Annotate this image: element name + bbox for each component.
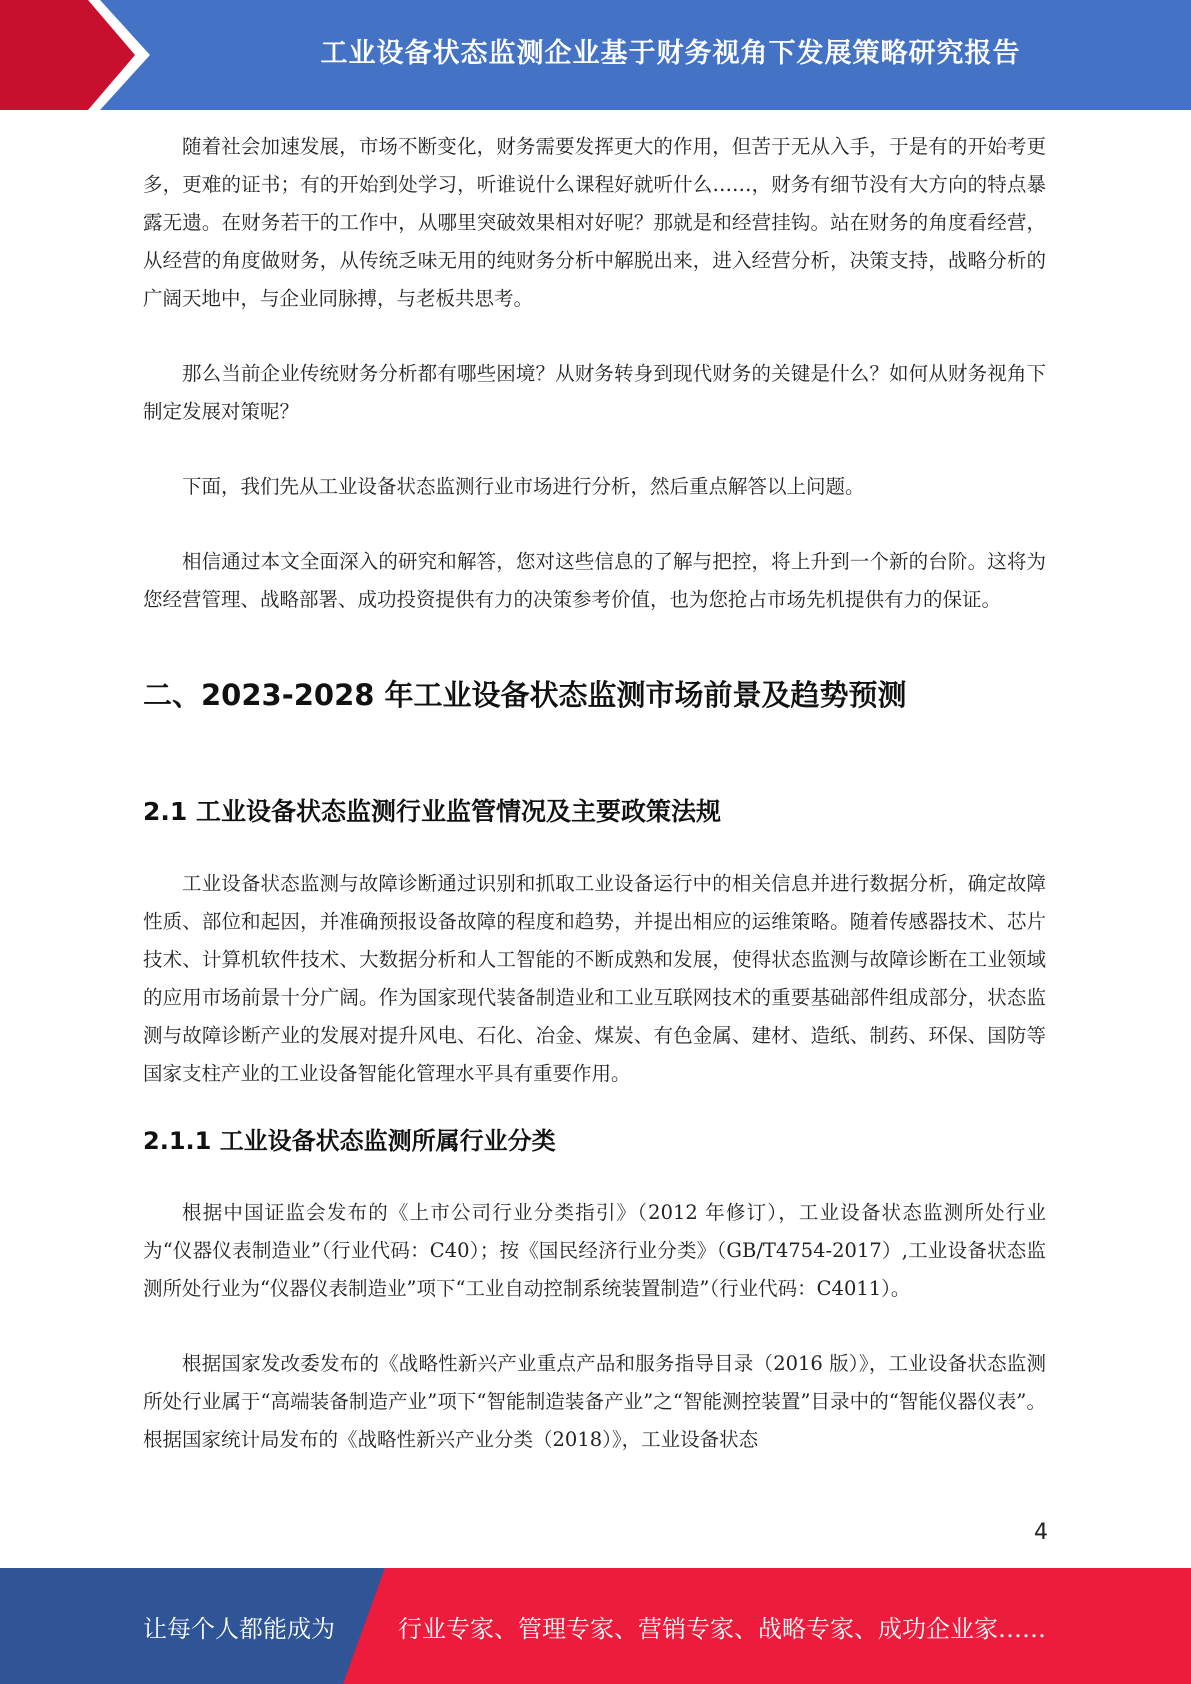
document-title: 工业设备状态监测企业基于财务视角下发展策略研究报告 — [320, 37, 1021, 69]
section-2-1-heading: 2.1 工业设备状态监测行业监管情况及主要政策法规 — [143, 797, 721, 826]
page-number: 4 — [1034, 1520, 1048, 1545]
section-2-heading: 二、2023-2028 年工业设备状态监测市场前景及趋势预测 — [143, 678, 907, 712]
page-footer — [0, 1568, 1191, 1684]
intro-paragraph-2: 那么当前企业传统财务分析都有哪些困境？从财务转身到现代财务的关键是什么？如何从财务视角下制定发展对策呢？ — [143, 362, 1046, 423]
section-2-1-1-heading: 2.1.1 工业设备状态监测所属行业分类 — [143, 1127, 556, 1155]
section-2-1-1-paragraph-1: 根据中国证监会发布的《上市公司行业分类指引》（2012 年修订），工业设备状态监测所处行业为“仪器仪表制造业”（行业代码：C40）；按《国民经济行业分类》（GB/T4754-2017）,工业设备状态监测所处行业为“仪器仪表制造业”项下“工业自动控制系统装置制造”（行业代码：C4011）。 — [143, 1201, 1046, 1300]
footer-slogan-right: 行业专家、管理专家、营销专家、战略专家、成功企业家…… — [398, 1614, 1046, 1643]
intro-paragraph-1: 随着社会加速发展，市场不断变化，财务需要发挥更大的作用，但苦于无从入手，于是有的开始考更多，更难的证书；有的开始到处学习，听谁说什么课程好就听什么……，财务有细节没有大方向的特点暴露无遗。在财务若干的工作中，从哪里突破效果相对好呢？那就是和经营挂钩。站在财务的角度看经营，从经营的角度做财务，从传统乏味无用的纯财务分析中解脱出来，进入经营分析，决策支持，战略分析的广阔天地中，与企业同脉搏，与老板共思考。 — [143, 135, 1046, 310]
section-2-1-paragraph: 工业设备状态监测与故障诊断通过识别和抓取工业设备运行中的相关信息并进行数据分析，确定故障性质、部位和起因，并准确预报设备故障的程度和趋势，并提出相应的运维策略。随着传感器技术、芯片技术、计算机软件技术、大数据分析和人工智能的不断成熟和发展，使得状态监测与故障诊断在工业领域的应用市场前景十分广阔。作为国家现代装备制造业和工业互联网技术的重要基础部件组成部分，状态监测与故障诊断产业的发展对提升风电、石化、冶金、煤炭、有色金属、建材、造纸、制药、环保、国防等国家支柱产业的工业设备智能化管理水平具有重要作用。 — [143, 872, 1046, 1085]
footer-slogan-left: 让每个人都能成为 — [143, 1614, 335, 1643]
intro-paragraph-4: 相信通过本文全面深入的研究和解答，您对这些信息的了解与把控，将上升到一个新的台阶。这将为您经营管理、战略部署、成功投资提供有力的决策参考价值，也为您抢占市场先机提供有力的保证。 — [143, 550, 1046, 611]
document-body — [143, 128, 1046, 1459]
section-2-1-1-paragraph-2: 根据国家发改委发布的《战略性新兴产业重点产品和服务指导目录（2016 版）》，工业设备状态监测所处行业属于“高端装备制造产业”项下“智能制造装备产业”之“智能测控装置”目录中的“智能仪器仪表”。根据国家统计局发布的《战略性新兴产业分类（2018）》，工业设备状态 — [143, 1352, 1046, 1451]
intro-paragraph-3: 下面，我们先从工业设备状态监测行业市场进行分析，然后重点解答以上问题。 — [182, 475, 865, 498]
page-header — [0, 0, 1191, 110]
